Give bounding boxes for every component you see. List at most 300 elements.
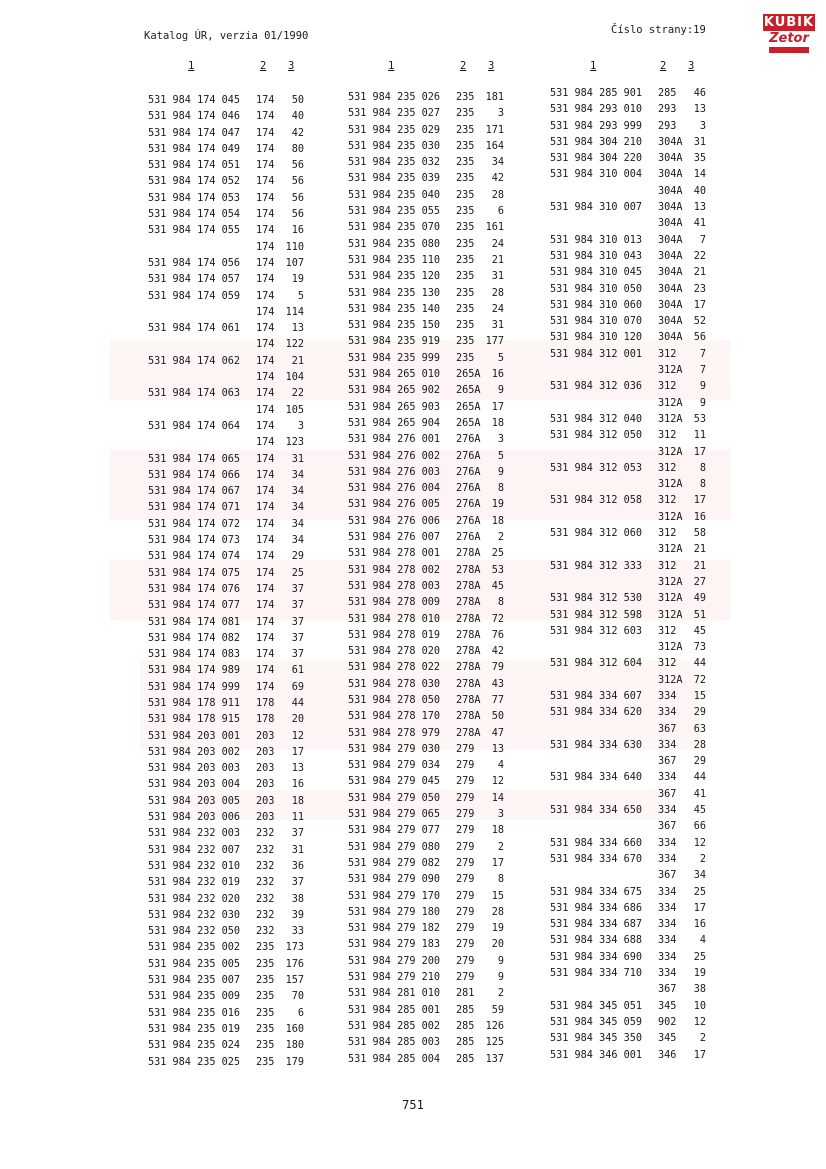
page-ref: 235 bbox=[456, 108, 475, 120]
page-ref: 174 bbox=[256, 241, 275, 253]
page-ref: 235 bbox=[456, 124, 475, 136]
page-ref: 235 bbox=[456, 173, 475, 185]
part-number: 531 984 174 051 bbox=[148, 160, 241, 172]
part-number: 531 984 174 074 bbox=[148, 551, 241, 563]
page-ref: 367 bbox=[658, 984, 677, 996]
position-ref: 20 bbox=[491, 939, 504, 951]
position-ref: 107 bbox=[285, 257, 304, 269]
page-ref: 276A bbox=[456, 434, 481, 446]
position-ref: 8 bbox=[497, 597, 504, 609]
part-number: 531 984 278 019 bbox=[348, 629, 441, 641]
page-ref: 232 bbox=[256, 909, 275, 921]
position-ref: 49 bbox=[693, 593, 706, 605]
page-ref: 312A bbox=[658, 544, 683, 556]
position-ref: 9 bbox=[497, 466, 504, 478]
page-ref: 312 bbox=[658, 658, 677, 670]
position-ref: 40 bbox=[693, 185, 706, 197]
page-ref: 334 bbox=[658, 935, 677, 947]
part-number: 531 984 334 690 bbox=[550, 951, 643, 963]
part-number: 531 984 281 010 bbox=[348, 988, 441, 1000]
position-ref: 3 bbox=[699, 120, 706, 132]
page-ref: 279 bbox=[456, 906, 475, 918]
part-number: 531 984 235 070 bbox=[348, 222, 441, 234]
logo-bar bbox=[769, 47, 809, 53]
position-ref: 70 bbox=[291, 991, 304, 1003]
position-ref: 9 bbox=[497, 972, 504, 984]
page-ref: 235 bbox=[256, 1040, 275, 1052]
part-number: 531 984 235 030 bbox=[348, 140, 441, 152]
position-ref: 12 bbox=[693, 837, 706, 849]
page-ref: 235 bbox=[456, 140, 475, 152]
page-ref: 312 bbox=[658, 381, 677, 393]
position-ref: 17 bbox=[693, 495, 706, 507]
part-number: 531 984 279 090 bbox=[348, 874, 441, 886]
part-number: 531 984 285 002 bbox=[348, 1020, 441, 1032]
page-ref: 278A bbox=[456, 613, 481, 625]
position-ref: 41 bbox=[693, 218, 706, 230]
page-ref: 178 bbox=[256, 697, 275, 709]
position-ref: 31 bbox=[491, 271, 504, 283]
page-ref: 174 bbox=[256, 339, 275, 351]
part-number: 531 984 232 030 bbox=[148, 909, 241, 921]
page-ref: 174 bbox=[256, 632, 275, 644]
position-ref: 16 bbox=[693, 919, 706, 931]
position-ref: 11 bbox=[291, 812, 304, 824]
part-number: 531 984 235 029 bbox=[348, 124, 441, 136]
part-number: 531 984 174 054 bbox=[148, 209, 241, 221]
position-ref: 176 bbox=[285, 958, 304, 970]
page-ref: 235 bbox=[456, 206, 475, 218]
page-ref: 345 bbox=[658, 1000, 677, 1012]
position-ref: 66 bbox=[693, 821, 706, 833]
page-ref: 174 bbox=[256, 127, 275, 139]
position-ref: 11 bbox=[693, 430, 706, 442]
part-number: 531 984 235 120 bbox=[348, 271, 441, 283]
page-ref: 285 bbox=[456, 1037, 475, 1049]
position-ref: 15 bbox=[693, 690, 706, 702]
part-number: 531 984 293 010 bbox=[550, 104, 643, 116]
part-number: 531 984 174 062 bbox=[148, 355, 241, 367]
position-ref: 29 bbox=[291, 551, 304, 563]
page-ref: 304A bbox=[658, 283, 683, 295]
position-ref: 24 bbox=[491, 238, 504, 250]
page-ref: 279 bbox=[456, 890, 475, 902]
position-ref: 69 bbox=[291, 681, 304, 693]
part-number: 531 984 235 130 bbox=[348, 287, 441, 299]
page-ref: 235 bbox=[456, 157, 475, 169]
part-number: 531 984 334 710 bbox=[550, 968, 643, 980]
position-ref: 52 bbox=[693, 316, 706, 328]
page-ref: 279 bbox=[456, 841, 475, 853]
page-ref: 276A bbox=[456, 532, 481, 544]
page-ref: 203 bbox=[256, 795, 275, 807]
position-ref: 51 bbox=[693, 609, 706, 621]
page-ref: 235 bbox=[456, 222, 475, 234]
page-ref: 278A bbox=[456, 564, 481, 576]
page-ref: 174 bbox=[256, 160, 275, 172]
page-ref: 304A bbox=[658, 136, 683, 148]
page-ref: 276A bbox=[456, 483, 481, 495]
page-ref: 312A bbox=[658, 479, 683, 491]
page-ref: 203 bbox=[256, 730, 275, 742]
page-ref: 279 bbox=[456, 874, 475, 886]
page-ref: 312 bbox=[658, 495, 677, 507]
part-number: 531 984 312 598 bbox=[550, 609, 643, 621]
page-ref: 235 bbox=[456, 254, 475, 266]
part-number: 531 984 174 063 bbox=[148, 388, 241, 400]
part-number: 531 984 293 999 bbox=[550, 120, 643, 132]
part-number: 531 984 265 902 bbox=[348, 385, 441, 397]
col-header-part: 1 bbox=[388, 60, 395, 72]
position-ref: 18 bbox=[491, 417, 504, 429]
position-ref: 22 bbox=[693, 250, 706, 262]
position-ref: 61 bbox=[291, 665, 304, 677]
position-ref: 8 bbox=[699, 479, 706, 491]
part-number: 531 984 174 061 bbox=[148, 323, 241, 335]
position-ref: 27 bbox=[693, 576, 706, 588]
position-ref: 58 bbox=[693, 528, 706, 540]
page-ref: 304A bbox=[658, 169, 683, 181]
position-ref: 44 bbox=[291, 697, 304, 709]
page-ref: 174 bbox=[256, 486, 275, 498]
page-ref: 334 bbox=[658, 805, 677, 817]
position-ref: 36 bbox=[291, 860, 304, 872]
part-number: 531 984 174 083 bbox=[148, 649, 241, 661]
page-ref: 174 bbox=[256, 567, 275, 579]
position-ref: 25 bbox=[491, 548, 504, 560]
part-number: 531 984 279 180 bbox=[348, 906, 441, 918]
position-ref: 8 bbox=[699, 462, 706, 474]
position-ref: 17 bbox=[491, 401, 504, 413]
page-ref: 174 bbox=[256, 372, 275, 384]
page-ref: 174 bbox=[256, 388, 275, 400]
position-ref: 25 bbox=[693, 951, 706, 963]
page-ref: 312A bbox=[658, 609, 683, 621]
position-ref: 173 bbox=[285, 942, 304, 954]
page-ref: 312 bbox=[658, 348, 677, 360]
part-number: 531 984 174 067 bbox=[148, 486, 241, 498]
page-ref: 278A bbox=[456, 711, 481, 723]
position-ref: 50 bbox=[291, 95, 304, 106]
part-number: 531 984 174 045 bbox=[148, 95, 241, 106]
position-ref: 23 bbox=[693, 283, 706, 295]
position-ref: 17 bbox=[491, 857, 504, 869]
position-ref: 177 bbox=[485, 336, 504, 348]
part-number: 531 984 174 072 bbox=[148, 518, 241, 530]
part-number: 531 984 304 220 bbox=[550, 153, 643, 165]
part-number: 531 984 174 066 bbox=[148, 469, 241, 481]
page-ref: 276A bbox=[456, 499, 481, 511]
position-ref: 56 bbox=[291, 160, 304, 172]
page-ref: 367 bbox=[658, 756, 677, 768]
col-header-page: 2 bbox=[460, 60, 467, 72]
part-number: 531 984 285 003 bbox=[348, 1037, 441, 1049]
page-ref: 235 bbox=[456, 271, 475, 283]
position-ref: 39 bbox=[291, 909, 304, 921]
page-ref: 265A bbox=[456, 401, 481, 413]
col-header-page: 2 bbox=[660, 60, 667, 72]
part-number: 531 984 276 003 bbox=[348, 466, 441, 478]
page-ref: 232 bbox=[256, 828, 275, 840]
page-ref: 312 bbox=[658, 528, 677, 540]
position-ref: 56 bbox=[291, 192, 304, 204]
part-number: 531 984 174 056 bbox=[148, 257, 241, 269]
page-ref: 334 bbox=[658, 853, 677, 865]
page-ref: 304A bbox=[658, 153, 683, 165]
position-ref: 31 bbox=[291, 844, 304, 856]
part-number: 531 984 235 032 bbox=[348, 157, 441, 169]
part-number: 531 984 345 350 bbox=[550, 1033, 643, 1045]
part-number: 531 984 265 010 bbox=[348, 369, 441, 381]
page-ref: 279 bbox=[456, 923, 475, 935]
part-number: 531 984 310 060 bbox=[550, 299, 643, 311]
page-ref: 174 bbox=[256, 192, 275, 204]
part-number: 531 984 174 071 bbox=[148, 502, 241, 514]
page-ref: 334 bbox=[658, 690, 677, 702]
col-header-page: 2 bbox=[260, 60, 267, 72]
page-label: Číslo strany:19 bbox=[611, 24, 706, 36]
page-ref: 278A bbox=[456, 597, 481, 609]
logo-kubik-text: KUBIK bbox=[763, 15, 815, 30]
page-ref: 285 bbox=[456, 1020, 475, 1032]
page-ref: 312 bbox=[658, 430, 677, 442]
position-ref: 34 bbox=[291, 535, 304, 547]
part-number: 531 984 174 989 bbox=[148, 665, 241, 677]
col-header-pos: 3 bbox=[288, 60, 295, 72]
part-number: 531 984 312 040 bbox=[550, 413, 643, 425]
part-number: 531 984 278 979 bbox=[348, 727, 441, 739]
position-ref: 53 bbox=[491, 564, 504, 576]
part-number: 531 984 265 904 bbox=[348, 417, 441, 429]
part-number: 531 984 276 005 bbox=[348, 499, 441, 511]
part-number: 531 984 232 003 bbox=[148, 828, 241, 840]
page-ref: 293 bbox=[658, 104, 677, 116]
part-number: 531 984 345 051 bbox=[550, 1000, 643, 1012]
position-ref: 42 bbox=[291, 127, 304, 139]
position-ref: 160 bbox=[285, 1023, 304, 1035]
part-number: 531 984 310 070 bbox=[550, 316, 643, 328]
page-ref: 235 bbox=[256, 991, 275, 1003]
part-number: 531 984 278 002 bbox=[348, 564, 441, 576]
page-ref: 174 bbox=[256, 420, 275, 432]
part-number: 531 984 232 020 bbox=[148, 893, 241, 905]
position-ref: 37 bbox=[291, 616, 304, 628]
position-ref: 63 bbox=[693, 723, 706, 735]
page-ref: 174 bbox=[256, 225, 275, 237]
position-ref: 179 bbox=[285, 1056, 304, 1068]
position-ref: 17 bbox=[693, 902, 706, 914]
position-ref: 79 bbox=[491, 662, 504, 674]
part-number: 531 984 235 009 bbox=[148, 991, 241, 1003]
page-ref: 304A bbox=[658, 250, 683, 262]
position-ref: 12 bbox=[291, 730, 304, 742]
page-ref: 312A bbox=[658, 446, 683, 458]
page-ref: 304A bbox=[658, 332, 683, 344]
part-number: 531 984 279 077 bbox=[348, 825, 441, 837]
position-ref: 2 bbox=[497, 532, 504, 544]
part-number: 531 984 235 039 bbox=[348, 173, 441, 185]
page-ref: 174 bbox=[256, 209, 275, 221]
page-ref: 265A bbox=[456, 369, 481, 381]
position-ref: 3 bbox=[497, 108, 504, 120]
page-ref: 174 bbox=[256, 111, 275, 123]
part-number: 531 984 178 915 bbox=[148, 714, 241, 726]
position-ref: 7 bbox=[699, 348, 706, 360]
position-ref: 56 bbox=[693, 332, 706, 344]
position-ref: 31 bbox=[491, 320, 504, 332]
part-number: 531 984 279 200 bbox=[348, 955, 441, 967]
page-ref: 312A bbox=[658, 642, 683, 654]
page-ref: 334 bbox=[658, 837, 677, 849]
page-ref: 235 bbox=[256, 1023, 275, 1035]
part-number: 531 984 279 065 bbox=[348, 809, 441, 821]
part-number: 531 984 279 045 bbox=[348, 776, 441, 788]
part-number: 531 984 312 001 bbox=[550, 348, 643, 360]
page-ref: 174 bbox=[256, 616, 275, 628]
part-number: 531 984 276 004 bbox=[348, 483, 441, 495]
page-ref: 232 bbox=[256, 860, 275, 872]
part-number: 531 984 174 073 bbox=[148, 535, 241, 547]
part-number: 531 984 235 007 bbox=[148, 975, 241, 987]
part-number: 531 984 203 002 bbox=[148, 746, 241, 758]
page-ref: 174 bbox=[256, 665, 275, 677]
page-ref: 367 bbox=[658, 821, 677, 833]
position-ref: 19 bbox=[491, 499, 504, 511]
position-ref: 2 bbox=[497, 988, 504, 1000]
page-ref: 279 bbox=[456, 792, 475, 804]
part-number: 531 984 174 999 bbox=[148, 681, 241, 693]
page-ref: 265A bbox=[456, 417, 481, 429]
position-ref: 35 bbox=[693, 153, 706, 165]
position-ref: 181 bbox=[485, 92, 504, 103]
position-ref: 29 bbox=[693, 707, 706, 719]
position-ref: 42 bbox=[491, 173, 504, 185]
position-ref: 37 bbox=[291, 877, 304, 889]
part-number: 531 984 312 530 bbox=[550, 593, 643, 605]
part-number: 531 984 232 007 bbox=[148, 844, 241, 856]
page-ref: 279 bbox=[456, 760, 475, 772]
page-ref: 278A bbox=[456, 548, 481, 560]
page-ref: 278A bbox=[456, 678, 481, 690]
part-number: 531 984 174 049 bbox=[148, 143, 241, 155]
page-ref: 312A bbox=[658, 365, 683, 377]
part-number: 531 984 278 003 bbox=[348, 580, 441, 592]
part-number: 531 984 276 006 bbox=[348, 515, 441, 527]
page-ref: 203 bbox=[256, 746, 275, 758]
position-ref: 161 bbox=[485, 222, 504, 234]
page-ref: 174 bbox=[256, 649, 275, 661]
part-number: 531 984 279 183 bbox=[348, 939, 441, 951]
page-ref: 235 bbox=[256, 942, 275, 954]
position-ref: 5 bbox=[297, 290, 304, 302]
part-number: 531 984 312 060 bbox=[550, 528, 643, 540]
position-ref: 37 bbox=[291, 600, 304, 612]
position-ref: 7 bbox=[699, 234, 706, 246]
position-ref: 21 bbox=[693, 560, 706, 572]
position-ref: 16 bbox=[291, 225, 304, 237]
position-ref: 38 bbox=[291, 893, 304, 905]
page-ref: 285 bbox=[456, 1004, 475, 1016]
part-number: 531 984 278 010 bbox=[348, 613, 441, 625]
page-ref: 174 bbox=[256, 535, 275, 547]
position-ref: 17 bbox=[693, 446, 706, 458]
part-number: 531 984 276 002 bbox=[348, 450, 441, 462]
position-ref: 18 bbox=[291, 795, 304, 807]
page-ref: 174 bbox=[256, 551, 275, 563]
page-ref: 174 bbox=[256, 290, 275, 302]
page-ref: 902 bbox=[658, 1016, 677, 1028]
page-ref: 174 bbox=[256, 355, 275, 367]
part-number: 531 984 279 050 bbox=[348, 792, 441, 804]
page-ref: 276A bbox=[456, 450, 481, 462]
position-ref: 18 bbox=[491, 825, 504, 837]
part-number: 531 984 278 170 bbox=[348, 711, 441, 723]
part-number: 531 984 235 027 bbox=[348, 108, 441, 120]
position-ref: 13 bbox=[291, 763, 304, 775]
part-number: 531 984 310 004 bbox=[550, 169, 643, 181]
page-ref: 174 bbox=[256, 306, 275, 318]
part-number: 531 984 334 660 bbox=[550, 837, 643, 849]
position-ref: 28 bbox=[491, 189, 504, 201]
page-ref: 285 bbox=[658, 88, 677, 99]
page-ref: 367 bbox=[658, 723, 677, 735]
part-number: 531 984 310 050 bbox=[550, 283, 643, 295]
page-ref: 367 bbox=[658, 870, 677, 882]
part-number: 531 984 312 058 bbox=[550, 495, 643, 507]
position-ref: 21 bbox=[491, 254, 504, 266]
part-number: 531 984 279 034 bbox=[348, 760, 441, 772]
part-number: 531 984 232 019 bbox=[148, 877, 241, 889]
position-ref: 114 bbox=[285, 306, 304, 318]
position-ref: 6 bbox=[297, 1007, 304, 1019]
part-number: 531 984 310 120 bbox=[550, 332, 643, 344]
page-ref: 334 bbox=[658, 951, 677, 963]
col-header-part: 1 bbox=[590, 60, 597, 72]
page-ref: 174 bbox=[256, 404, 275, 416]
part-number: 531 984 203 003 bbox=[148, 763, 241, 775]
page-ref: 203 bbox=[256, 763, 275, 775]
position-ref: 34 bbox=[693, 870, 706, 882]
position-ref: 28 bbox=[693, 739, 706, 751]
part-number: 531 984 174 059 bbox=[148, 290, 241, 302]
page-ref: 174 bbox=[256, 176, 275, 188]
page-ref: 279 bbox=[456, 776, 475, 788]
page-ref: 235 bbox=[456, 352, 475, 364]
page-ref: 279 bbox=[456, 857, 475, 869]
part-number: 531 984 235 055 bbox=[348, 206, 441, 218]
position-ref: 126 bbox=[485, 1020, 504, 1032]
part-number: 531 984 235 024 bbox=[148, 1040, 241, 1052]
page-ref: 276A bbox=[456, 515, 481, 527]
position-ref: 6 bbox=[497, 206, 504, 218]
part-number: 531 984 235 999 bbox=[348, 352, 441, 364]
part-number: 531 984 178 911 bbox=[148, 697, 241, 709]
page-ref: 174 bbox=[256, 257, 275, 269]
part-number: 531 984 334 620 bbox=[550, 707, 643, 719]
part-number: 531 984 235 019 bbox=[148, 1023, 241, 1035]
part-number: 531 984 304 210 bbox=[550, 136, 643, 148]
part-number: 531 984 278 030 bbox=[348, 678, 441, 690]
part-number: 531 984 174 053 bbox=[148, 192, 241, 204]
page-ref: 304A bbox=[658, 234, 683, 246]
page-ref: 174 bbox=[256, 469, 275, 481]
part-number: 531 984 312 333 bbox=[550, 560, 643, 572]
page-ref: 334 bbox=[658, 772, 677, 784]
page-ref: 304A bbox=[658, 267, 683, 279]
page-ref: 334 bbox=[658, 707, 677, 719]
part-number: 531 984 203 006 bbox=[148, 812, 241, 824]
part-number: 531 984 174 082 bbox=[148, 632, 241, 644]
